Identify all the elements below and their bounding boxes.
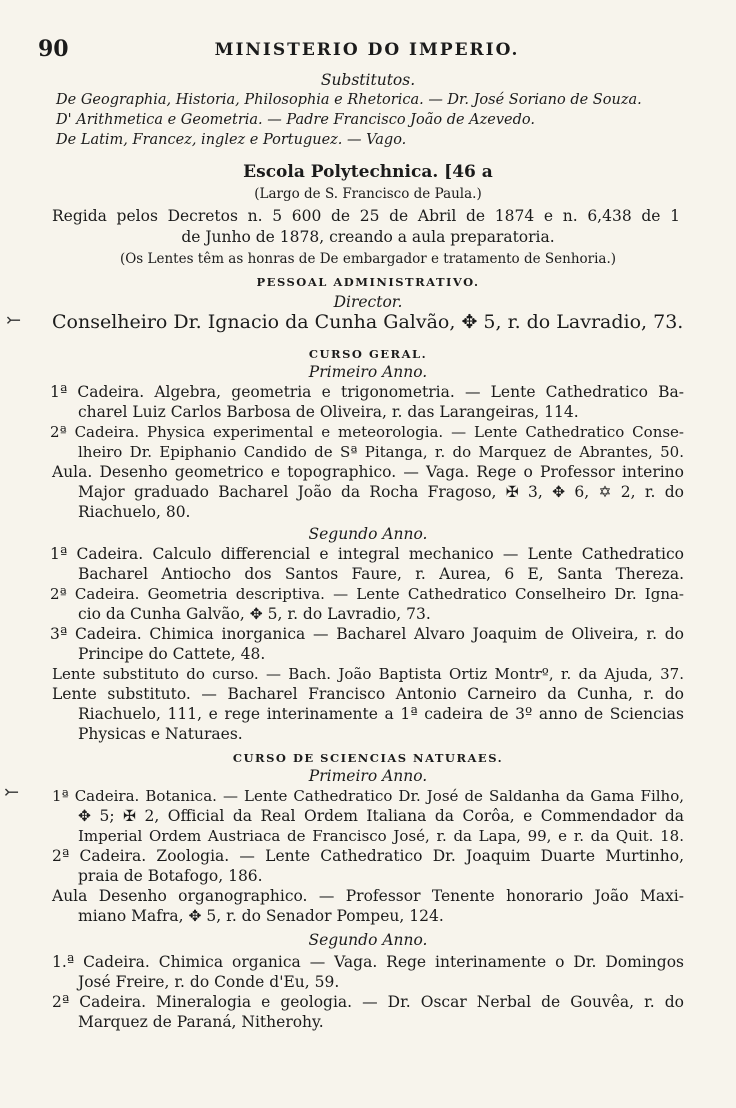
cadeira-line: Lente substituto. — Bacharel Francisco Antonio Carneiro da Cunha, r. do xyxy=(52,685,684,703)
running-header xyxy=(38,36,696,62)
cadeira-line: 1.ª Cadeira. Chimica organica — Vaga. Rege interinamente o Dr. Domingos xyxy=(52,953,684,971)
substituto-line: De Latim, Francez, inglez e Portuguez. — Vago. xyxy=(56,132,407,148)
cadeira-line: Bacharel Antiocho dos Santos Faure, r. Aurea, 6 E, Santa Thereza. xyxy=(78,565,684,583)
substituto-line: De Geographia, Historia, Philosophia e Rhetorica. — Dr. José Soriano de Souza. xyxy=(56,92,642,108)
cadeira-line: cio da Cunha Galvão, ✥ 5, r. do Lavradio, 73. xyxy=(78,605,431,623)
escola-address: (Largo de S. Francisco de Paula.) xyxy=(254,186,482,202)
cadeira-line: Aula Desenho organographico. — Professor Tenente honorario João Maxi- xyxy=(52,887,684,905)
director-line: Conselheiro Dr. Ignacio da Cunha Galvão, ✥ 5, r. do Lavradio, 73. xyxy=(52,311,684,333)
cadeira-line: Physicas e Naturaes. xyxy=(78,725,243,743)
regida-line: de Junho de 1878, creando a aula preparatoria. xyxy=(181,228,555,246)
pessoal-heading: PESSOAL ADMINISTRATIVO. xyxy=(256,275,480,289)
margin-pointer-mark: ⤚ xyxy=(6,310,22,331)
sciencias-heading: CURSO DE SCIENCIAS NATURAES. xyxy=(232,751,504,765)
cadeira-line: Major graduado Bacharel João da Rocha Fragoso, ✠ 3, ✥ 6, ✡ 2, r. do xyxy=(78,483,684,501)
cadeira-line: 2ª Cadeira. Physica experimental e meteorologia. — Lente Cathedratico Conse- xyxy=(50,423,684,441)
cadeira-line: Aula. Desenho geometrico e topographico. — Vaga. Rege o Professor interino xyxy=(52,463,684,481)
cadeira-line: praia de Botafogo, 186. xyxy=(78,867,263,885)
curso-geral-primeiro-anno: Primeiro Anno. xyxy=(308,363,428,381)
cadeira-line: 1ª Cadeira. Botanica. — Lente Cathedratico Dr. José de Saldanha da Gama Filho, xyxy=(52,787,684,805)
cadeira-line: Marquez de Paraná, Nitherohy. xyxy=(78,1013,324,1031)
substituto-line: D' Arithmetica e Geometria. — Padre Francisco João de Azevedo. xyxy=(56,112,535,128)
escola-note: (Os Lentes têm as honras de De embargador e tratamento de Senhoria.) xyxy=(119,251,617,267)
curso-geral-heading: CURSO GERAL. xyxy=(308,347,428,361)
cadeira-line: lheiro Dr. Epiphanio Candido de Sª Pitanga, r. do Marquez de Abrantes, 50. xyxy=(78,443,684,461)
sciencias-primeiro-anno: Primeiro Anno. xyxy=(308,767,428,785)
page-number: 90 xyxy=(38,36,69,62)
cadeira-line: Imperial Ordem Austriaca de Francisco José, r. da Lapa, 99, e r. da Quit. 18. xyxy=(78,827,684,845)
cadeira-line: Principe do Cattete, 48. xyxy=(78,645,266,663)
cadeira-line: 2ª Cadeira. Geometria descriptiva. — Lente Cathedratico Conselheiro Dr. Igna- xyxy=(50,585,684,603)
cadeira-line: 2ª Cadeira. Mineralogia e geologia. — Dr. Oscar Nerbal de Gouvêa, r. do xyxy=(52,993,684,1011)
cadeira-line: 3ª Cadeira. Chimica inorganica — Bacharel Alvaro Joaquim de Oliveira, r. do xyxy=(50,625,684,643)
cadeira-line: 2ª Cadeira. Zoologia. — Lente Cathedratico Dr. Joaquim Duarte Murtinho, xyxy=(52,847,684,865)
cadeira-line: José Freire, r. do Conde d'Eu, 59. xyxy=(78,973,340,991)
regida-line: Regida pelos Decretos n. 5 600 de 25 de Abril de 1874 e n. 6,438 de 1 xyxy=(52,207,680,225)
substitutos-heading: Substitutos. xyxy=(320,71,416,89)
cadeira-line: 1ª Cadeira. Algebra, geometria e trigonometria. — Lente Cathedratico Ba- xyxy=(50,383,684,401)
cadeira-line: Riachuelo, 80. xyxy=(78,503,191,521)
sciencias-segundo-anno: Segundo Anno. xyxy=(308,931,428,949)
director-heading: Director. xyxy=(333,293,403,311)
cadeira-line: ✥ 5; ✠ 2, Official da Real Ordem Italiana da Corôa, e Commendador da xyxy=(78,807,684,825)
cadeira-line: charel Luiz Carlos Barbosa de Oliveira, r. das Larangeiras, 114. xyxy=(78,403,579,421)
cadeira-line: 1ª Cadeira. Calculo differencial e integral mechanico — Lente Cathedratico xyxy=(50,545,684,563)
curso-geral-segundo-anno: Segundo Anno. xyxy=(308,525,428,543)
cadeira-line: Lente substituto do curso. — Bach. João Baptista Ortiz Montrº, r. da Ajuda, 37. xyxy=(52,665,684,683)
escola-title: Escola Polytechnica. [46 a xyxy=(243,162,493,182)
cadeira-line: miano Mafra, ✥ 5, r. do Senador Pompeu, 124. xyxy=(78,907,444,925)
running-title: MINISTERIO DO IMPERIO. xyxy=(214,40,520,60)
cadeira-line: Riachuelo, 111, e rege interinamente a 1ª cadeira de 3º anno de Sciencias xyxy=(78,705,684,723)
margin-pointer-mark: ⤚ xyxy=(4,782,20,803)
